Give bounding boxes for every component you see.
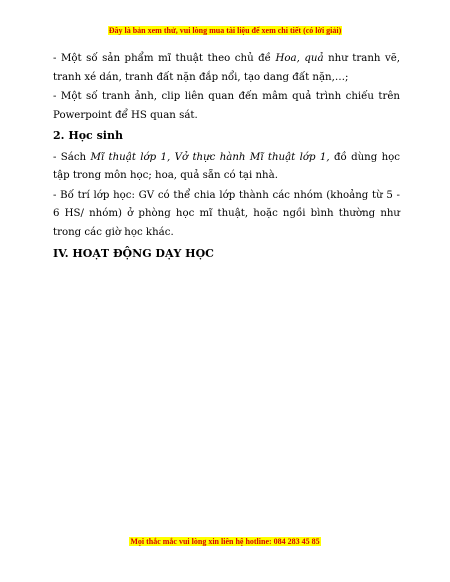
activities-heading: IV. HOẠT ĐỘNG DẠY HỌC — [53, 247, 214, 260]
student-item-1 — [53, 149, 400, 186]
footer-banner-text: Mọi thắc mắc vui lòng xin liên hệ hotline: 084 283 45 85 — [130, 537, 320, 546]
footer-banner — [0, 537, 450, 547]
student-item-1-text: - Sách — [53, 151, 91, 163]
header-banner-text: Đây là bản xem thử, vui lòng mua tài liệu để xem chi tiết (có lời giải) — [108, 26, 342, 35]
classroom-arrangement: - Bố trí lớp học: GV có thể chia lớp thành các nhóm (khoảng từ 5 - 6 HS/ nhóm) ở phòng học mĩ thuật, hoặc ngồi bình thường như trong các giờ học khác. — [53, 189, 400, 238]
document-body — [53, 50, 400, 267]
header-banner — [0, 26, 450, 36]
materials-item-1-rest: như tranh vẽ, tranh xé dán, tranh đất nặn đắp nổi, tạo dang đất nặn,…; — [53, 53, 400, 83]
materials-item-2: - Một số tranh ảnh, clip liên quan đến mâm quả trình chiếu trên Powerpoint để HS quan sát. — [53, 91, 400, 121]
materials-item-1-text: - Một số sản phẩm mĩ thuật theo chủ đề — [53, 53, 276, 64]
student-item-1-books: Mĩ thuật lớp 1, Vở thực hành Mĩ thuật lớp 1, — [90, 151, 330, 163]
materials-item-1-topic: Hoa, quả — [275, 53, 324, 64]
materials-item-1 — [53, 50, 400, 87]
student-item-1-rest: đồ dùng học tập trong môn học; hoa, quả sẵn có tại nhà. — [53, 151, 400, 181]
student-heading: 2. Học sinh — [53, 129, 123, 142]
